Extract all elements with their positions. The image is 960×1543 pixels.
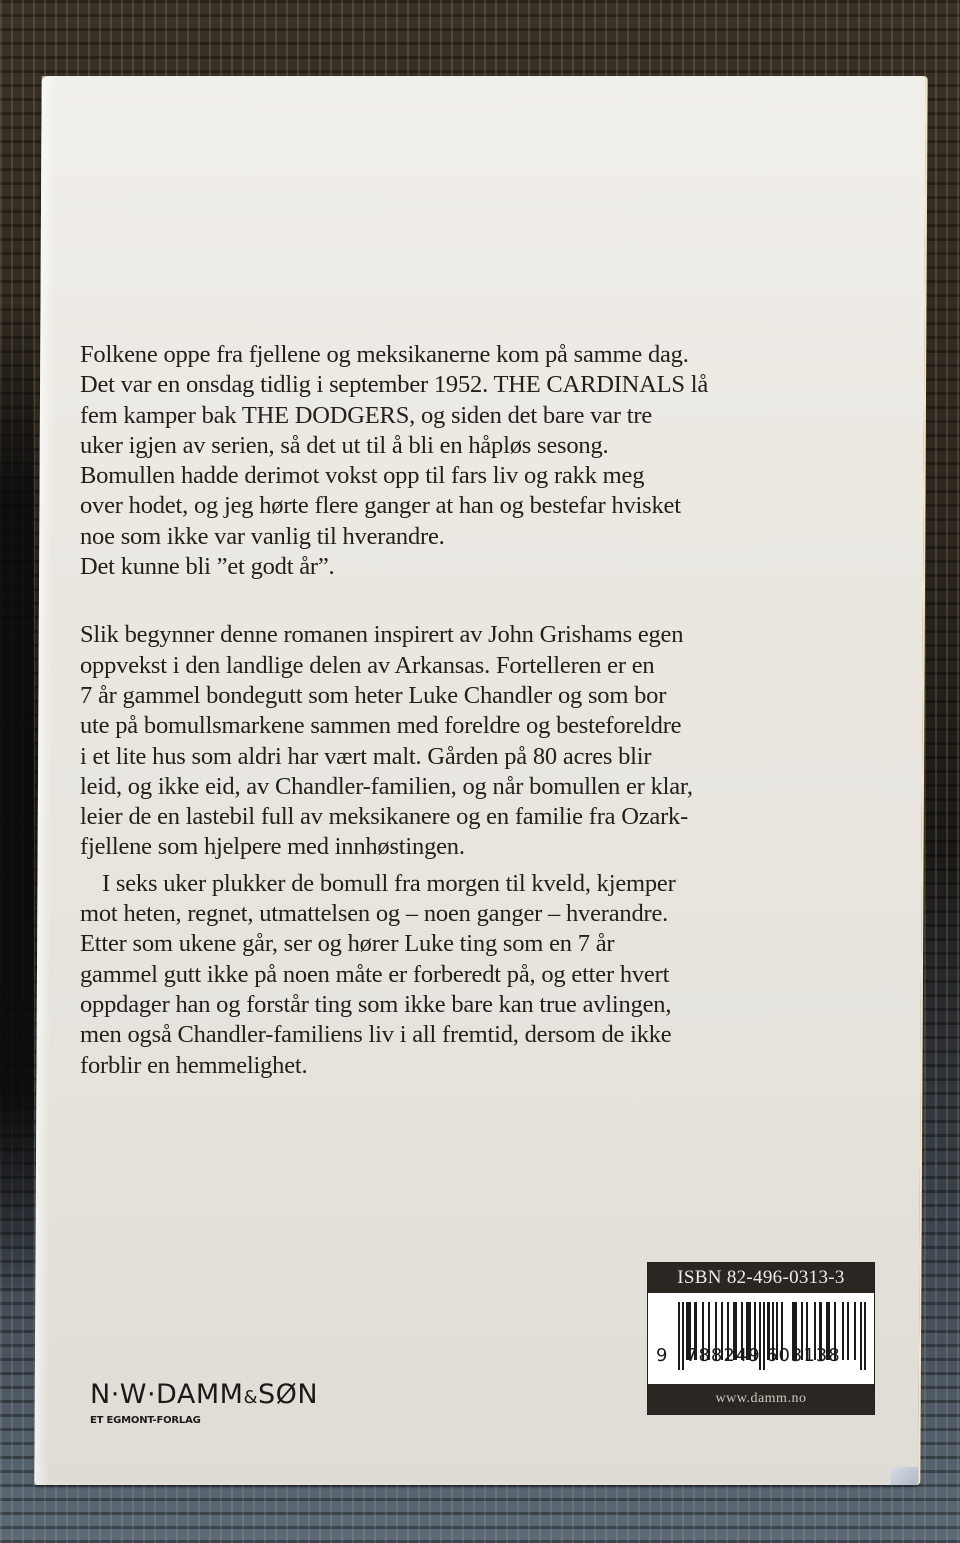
publisher-ampersand: & xyxy=(243,1387,258,1408)
text-line: mot heten, regnet, utmattelsen og – noen ganger – hverandre. xyxy=(80,900,669,928)
text-line: i et lite hus som aldri har vært malt. Gården på 80 acres blir xyxy=(80,742,652,770)
text-line: leid, og ikke eid, av Chandler-familien, og når bomullen er klar, xyxy=(80,772,693,800)
text-line: ute på bomullsmarkene sammen med foreldre og besteforeldre xyxy=(80,712,682,740)
publisher-name-part2: SØN xyxy=(257,1379,319,1410)
text-line: I seks uker plukker de bomull fra morgen til kveld, kjemper xyxy=(102,869,676,897)
text-line: Slik begynner denne romanen inspirert av John Grishams egen xyxy=(80,621,684,649)
cover-edge-highlight xyxy=(34,76,55,1485)
text-line: over hodet, og jeg hørte flere ganger at han og bestefar hvisket xyxy=(80,492,681,520)
text-line: Det kunne bli ”et godt år”. xyxy=(80,553,335,581)
text-line: Det var en onsdag tidlig i september 1952. THE CARDINALS lå xyxy=(80,371,709,399)
text-line: noe som ikke var vanlig til hverandre. xyxy=(80,522,445,550)
blurb-paragraph-1 xyxy=(80,340,840,582)
barcode-label xyxy=(647,1262,875,1415)
text-line: men også Chandler-familiens liv i all fremtid, dersom de ikke xyxy=(80,1021,672,1049)
isbn-text: ISBN 82-496-0313-3 xyxy=(648,1263,874,1293)
text-line: forblir en hemmelighet. xyxy=(80,1051,308,1079)
publisher-name xyxy=(90,1380,318,1413)
text-line: Folkene oppe fra fjellene og meksikanerne kom på samme dag. xyxy=(80,341,689,368)
publisher-subtitle: ET EGMONT-FORLAG xyxy=(90,1415,201,1426)
text-line: uker igjen av serien, så det ut til å bli en håpløs sesong. xyxy=(80,431,609,459)
text-line: leier de en lastebil full av meksikanere og en familie fra Ozark- xyxy=(80,803,689,831)
text-line: gammel gutt ikke på noen måte er forberedt på, og etter hvert xyxy=(80,960,670,988)
blurb-text xyxy=(80,340,840,1081)
text-line: Bomullen hadde derimot vokst opp til fars liv og rakk meg xyxy=(80,462,645,490)
text-line: fjellene som hjelpere med innhøstingen. xyxy=(80,833,465,861)
publisher-name-part1: N·W·DAMM xyxy=(90,1379,244,1410)
text-line: fem kamper bak THE DODGERS, og siden det bare var tre xyxy=(80,401,653,429)
text-line: 7 år gammel bondegutt som heter Luke Chandler og som bor xyxy=(80,681,667,709)
blurb-paragraph-3 xyxy=(80,869,840,1081)
ean-first-digit: 9 xyxy=(656,1345,668,1366)
background-shadow xyxy=(0,300,34,1300)
text-line: oppdager han og forstår ting som ikke bare kan true avlingen, xyxy=(80,990,672,1018)
ean-group-2: 603138 xyxy=(766,1345,841,1366)
text-line: oppvekst i den landlige delen av Arkansas. Fortelleren er en xyxy=(80,651,655,679)
publisher-logo xyxy=(90,1380,318,1426)
blurb-paragraph-2 xyxy=(80,620,840,862)
ean-group-1: 788249 xyxy=(686,1345,761,1366)
text-line: Etter som ukene går, ser og hører Luke ting som en 7 år xyxy=(80,930,615,958)
publisher-url: www.damm.no xyxy=(648,1384,874,1414)
cover-corner-wear xyxy=(890,1467,918,1485)
